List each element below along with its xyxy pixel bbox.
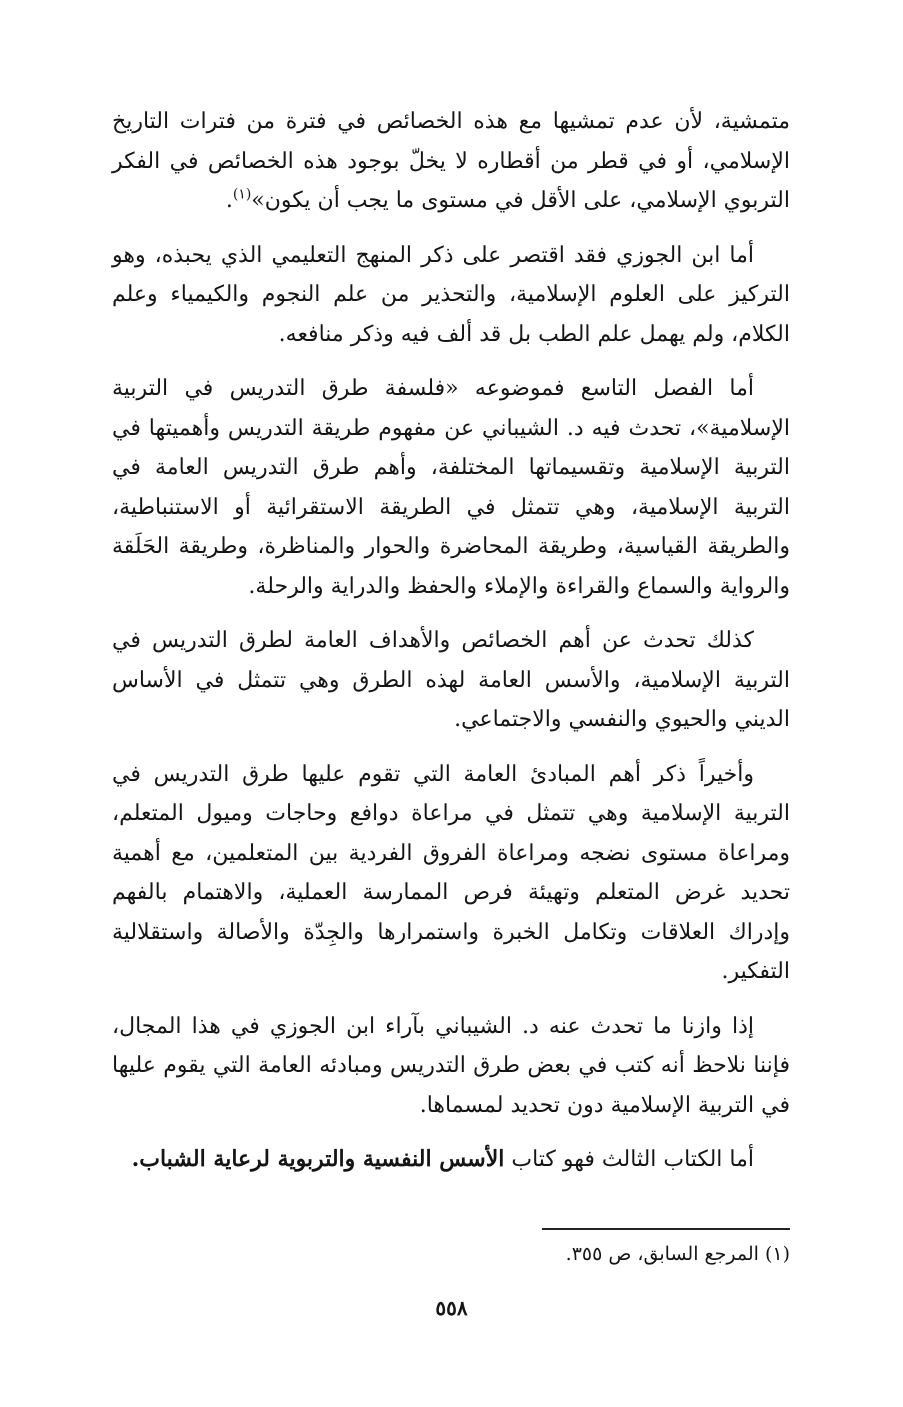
paragraph-3-text: أما الفصل التاسع فموضوعه «فلسفة طرق التدريس في التربية الإسلامية»، تحدث فيه د. الشيباني عن مفهوم طريقة التدريس وأهميتها في التربية الإسلامية وتقسيماتها المختلفة، وأهم طرق التدريس العامة في التربية الإسلامية، وهي تتمثل في الطريقة الاستقرائية أو الاستنباطية، والطريقة القياسية، وطريقة المحاضرة والحوار والمناظرة، وطريقة الحَلَقة والرواية والسماع والقراءة والإملاء والحفظ والدراية والرحلة. (112, 376, 790, 599)
footnote-divider (542, 1228, 790, 1230)
paragraph-4 (112, 621, 790, 740)
paragraph-1 (112, 102, 790, 221)
paragraph-1-tail: . (225, 188, 233, 213)
paragraph-3 (112, 369, 790, 606)
page-body (112, 102, 790, 1195)
page-number: ٥٥٨ (435, 1296, 468, 1320)
footnote-ref[interactable]: (١) (232, 186, 252, 203)
paragraph-5 (112, 755, 790, 992)
paragraph-7-text: أما الكتاب الثالث فهو كتاب (504, 1147, 754, 1172)
paragraph-1-text: متمشية، لأن عدم تمشيها مع هذه الخصائص في فترة من فترات التاريخ الإسلامي، أو في قطر من أقطاره لا يخلّ بوجود هذه الخصائص في الفكر التربوي الإسلامي، على الأقل في مستوى ما يجب أن يكون» (112, 109, 790, 213)
footnote: (١) المرجع السابق، ص ٣٥٥. (565, 1243, 790, 1265)
paragraph-5-text: وأخيراً ذكر أهم المبادئ العامة التي تقوم عليها طرق التدريس في التربية الإسلامية وهي تتمثل في مراعاة دوافع وحاجات وميول المتعلم، ومراعاة مستوى نضجه ومراعاة الفروق الفردية بين المتعلمين، مع أهمية تحديد غرض المتعلم وتهيئة فرص الممارسة العملية، والاهتمام بالفهم وإدراك العلاقات وتكامل الخبرة واستمرارها والجِدّة والأصالة واستقلالية التفكير. (112, 761, 790, 984)
paragraph-4-text: كذلك تحدث عن أهم الخصائص والأهداف العامة لطرق التدريس في التربية الإسلامية، والأسس العامة لهذه الطرق وهي تتمثل في الأساس الديني والحيوي والنفسي والاجتماعي. (112, 628, 790, 732)
paragraph-2 (112, 236, 790, 355)
paragraph-6-text: إذا وازنا ما تحدث عنه د. الشيباني بآراء ابن الجوزي في هذا المجال، فإننا نلاحظ أنه كتب في بعض طرق التدريس ومبادئه العامة التي يقوم عليها في التربية الإسلامية دون تحديد لمسماها. (112, 1013, 790, 1118)
paragraph-7-tail: . (131, 1146, 140, 1172)
book-title: الأسس النفسية والتربوية لرعاية الشباب (139, 1146, 505, 1172)
paragraph-2-text: أما ابن الجوزي فقد اقتصر على ذكر المنهج التعليمي الذي يحبذه، وهو التركيز على العلوم الإسلامية، والتحذير من علم النجوم والكيمياء وعلم الكلام، ولم يهمل علم الطب بل قد ألف فيه وذكر منافعه. (112, 242, 790, 347)
paragraph-6 (112, 1007, 790, 1126)
paragraph-7 (112, 1140, 790, 1180)
